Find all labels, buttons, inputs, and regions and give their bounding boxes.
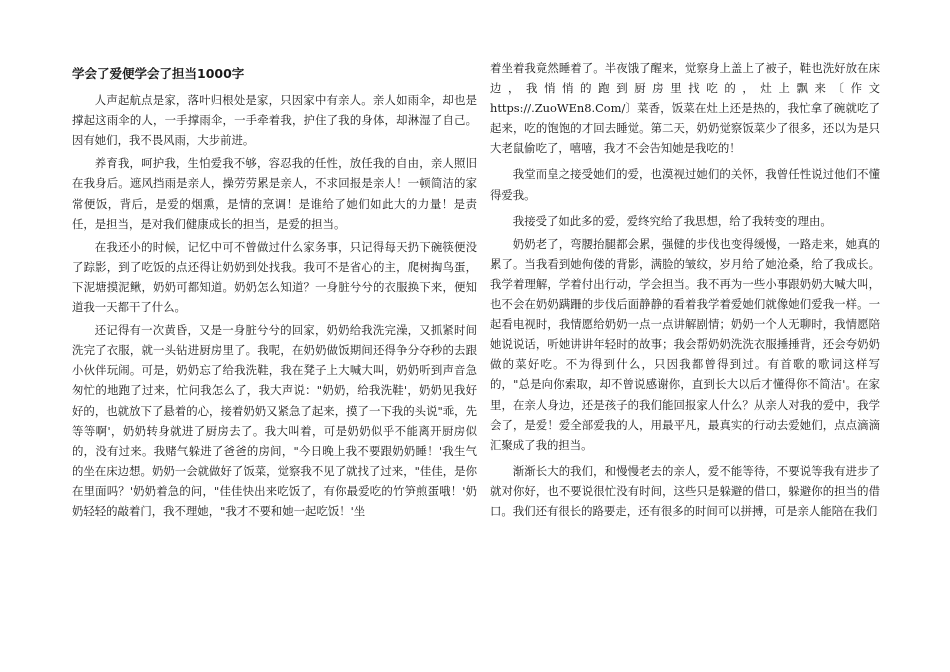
paragraph: 在我还小的时候，记忆中可不曾做过什么家务事，只记得每天扔下碗筷便没了踪影，到了吃饭的点还得让奶奶到处找我。我可不是省心的主，爬树掏鸟蛋，下泥塘摸泥鳅，奶奶可都知道。奶奶怎么知道？一身脏兮兮的衣服换下来，便知道我一天都干了什么。: [72, 239, 477, 315]
paragraph: 渐渐长大的我们，和慢慢老去的亲人，爱不能等待，不要说等我有进步了就对你好，也不要说很忙没有时间，这些只是躲避的借口，躲避你的担当的借口。我们还有很长的路要走，还有很多的时间可以拼搏，可是亲人能陪在我们: [490, 463, 880, 518]
paragraph: 奶奶老了，弯腰抬腿都会累，强健的步伐也变得缓慢，一路走来，她真的累了。当我看到她佝偻的背影，满脸的皱纹，岁月给了她沧桑，给了我成长。我学着理解，学着付出行动，学会担当。我不再为一些小事跟奶奶大喊大叫，也不会在奶奶蹒跚的步伐后面静静的看着我学着爱她们就像她们爱我一样。一起看电视时，我情愿给奶奶一点一点讲解剧情；奶奶一个人无聊时，我情愿陪她说说话，听她讲讲年轻时的故事；我会帮奶奶洗洗衣服捶捶背，还会夸奶奶做的菜好吃。不为得到什么，只因我都曾得到过。有首歌的歌词这样写的，"总是向你索取，却不曾说感谢你，直到长大以后才懂得你不简洁'。在家里，在亲人身边，还是孩子的我们能回报家人什么？从亲人对我的爱中，我学会了，是爱！爱全部爱我的人，用最平凡，最真实的行动去爱她们，点点滴滴汇聚成了我的担当。: [490, 236, 880, 452]
paragraph: 我接受了如此多的爱，爱终究给了我思想，给了我转变的理由。: [512, 213, 832, 228]
right-column: [490, 58, 880, 524]
paragraph: 着坐着我竟然睡着了。半夜饿了醒来，觉察身上盖上了被子，鞋也洗好放在床边，我悄悄的跑到厨房里找吃的，灶上飘来〔作文https://.ZuoWEn8.Com/〕菜香，饭菜在灶上还是热的，我忙拿了碗就吃了起来，吃的饱饱的才回去睡觉。第二天，奶奶觉察饭菜少了很多，还以为是只大老鼠偷吃了，嘻嘻，我才不会告知她是我吃的！: [490, 61, 880, 156]
paragraph: 我堂而皇之接受她们的爱，也漠视过她们的关怀，我曾任性说过他们不懂得爱我。: [490, 167, 880, 202]
document-title: 学会了爱便学会了担当1000字: [72, 66, 245, 81]
left-column: [72, 58, 477, 524]
paragraph: 人声起航点是家，落叶归根处是家，只因家中有亲人。亲人如雨伞，却也是撑起这雨伞的人，一手撑雨伞，一手牵着我，护住了我的身体，却淋湿了自己。因有她们，我不畏风雨，大步前进。: [72, 93, 477, 148]
paragraph: 养育我，呵护我，生怕爱我不够，容忍我的任性，放任我的自由，亲人照旧在我身后。遮风挡雨是亲人，操劳劳累是亲人，不求回报是亲人！一顿简洁的家常便饭，背后，是爱的烟熏，是情的烹调！是谁给了她们如此大的力量！是责任，是担当，是对我们健康成长的担当，是爱的担当。: [72, 156, 477, 231]
paragraph: 还记得有一次黄昏，又是一身脏兮兮的回家，奶奶给我洗完澡，又抓紧时间洗完了衣服，就一头钻进厨房里了。我呢，在奶奶做饭期间还得争分夺秒的去跟小伙伴玩闹。可是，奶奶忘了给我洗鞋，我在凳子上大喊大叫，奶奶听到声音急匆忙的地跑了过来，忙问我怎么了，我大声说："奶奶，给我洗鞋'，奶奶见我好好的，也就放下了悬着的心，接着奶奶又紧急了起来，摸了一下我的头说"乖，先等等啊'，奶奶转身就进了厨房去了。我大叫着，可是奶奶似乎不能离开厨房似的，没有过来。我赌气躲进了爸爸的房间，"今日晚上我不要跟奶奶睡！'我生气的坐在床边想。奶奶一会就做好了饭菜，觉察我不见了就找了过来，"佳佳，是你在里面吗？'奶奶着急的问，"佳佳快出来吃饭了，有你最爱吃的竹笋煎蛋哦！'奶奶轻轻的敲着门，我不理她，"我才不要和她一起吃饭！'坐: [72, 323, 477, 518]
